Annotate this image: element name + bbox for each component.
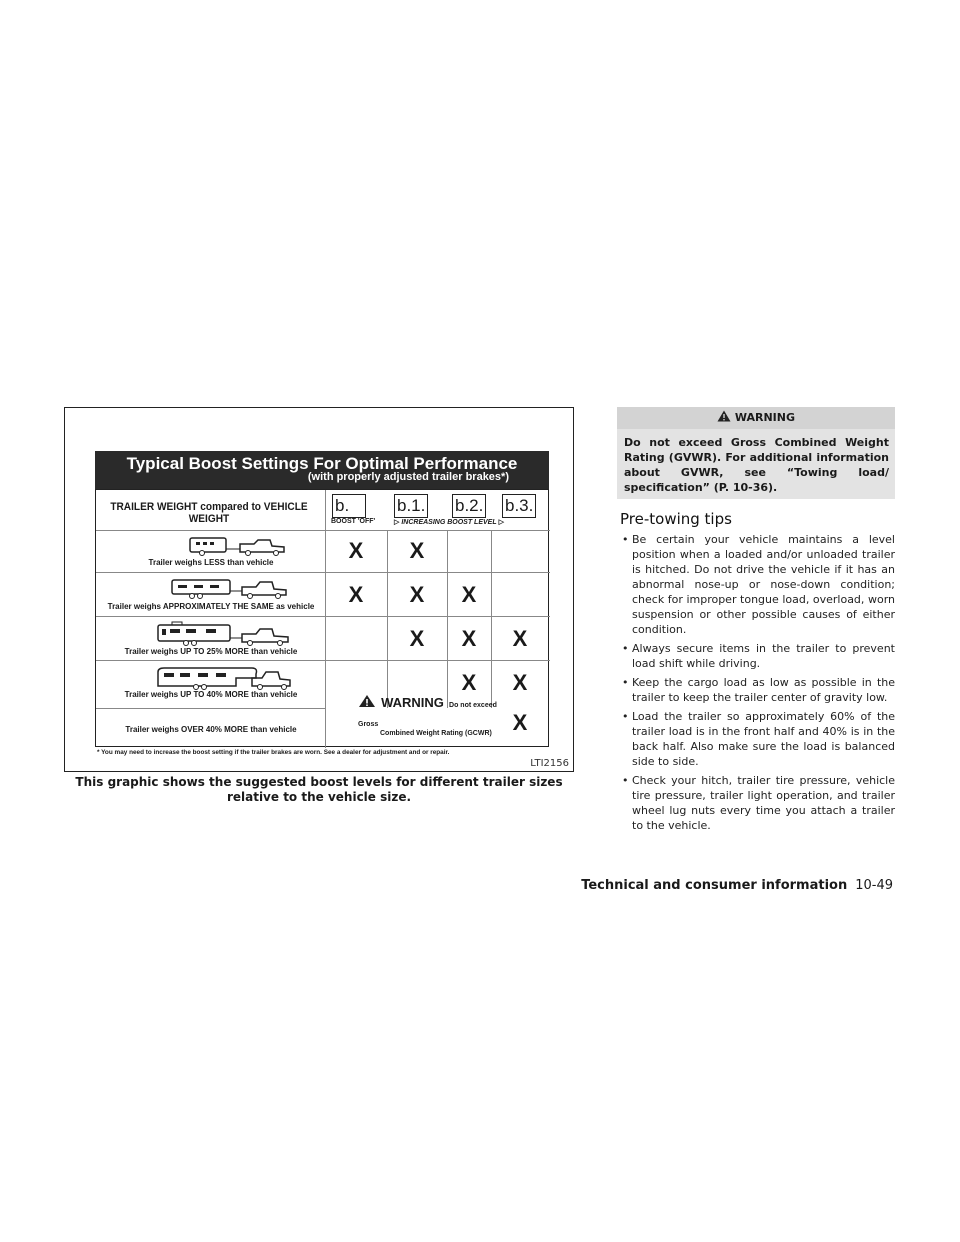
gcwr-warning-text-2: Combined Weight Rating (GCWR) xyxy=(380,730,492,737)
gcwr-warning xyxy=(358,692,518,737)
boost-off-label: BOOST 'OFF' xyxy=(331,518,376,525)
row-label-2: Trailer weighs UP TO 25% MORE than vehicle xyxy=(124,647,298,656)
warning-title: WARNING xyxy=(734,411,795,424)
chart-subtitle: (with properly adjusted trailer brakes*) xyxy=(307,471,509,483)
boost-level-0: b. xyxy=(332,494,366,518)
gcwr-warning-text-1: Do not exceed Gross xyxy=(358,702,497,728)
boost-mark-r2-c2: X xyxy=(461,626,477,651)
page-number: 10-49 xyxy=(855,878,893,893)
fifth-wheel-trailer-icon xyxy=(156,664,296,690)
figure-code: LTI2156 xyxy=(530,758,569,769)
boost-level-1: b.1. xyxy=(394,494,428,518)
list-item: • Always secure items in the trailer to prevent load shift while driving. xyxy=(620,641,895,671)
boost-mark-r3-c3: X xyxy=(512,670,528,695)
warning-triangle-icon xyxy=(358,694,376,708)
gcwr-warning-title: WARNING xyxy=(381,695,444,710)
boost-mark-r1-c2: X xyxy=(461,582,477,607)
boost-mark-r0-c1: X xyxy=(409,538,425,563)
section-title: Pre-towing tips xyxy=(620,510,732,528)
large-trailer-icon xyxy=(156,621,296,647)
chart-footnote: * You may need to increase the boost setting if the trailer brakes are worn. See a dealer for adjustment and or repair. xyxy=(97,749,450,756)
figure-caption: This graphic shows the suggested boost levels for different trailer sizes relative to the vehicle size. xyxy=(75,775,563,804)
chart-header xyxy=(95,451,549,489)
boost-settings-figure xyxy=(64,407,574,772)
list-item: • Check your hitch, trailer tire pressure, vehicle tire pressure, trailer light operation, and trailer wheel lug nuts every time you attach a trailer to the vehicle. xyxy=(620,773,895,833)
list-item: • Be certain your vehicle maintains a level position when a loaded and/or unloaded trailer is hitched. Do not drive the vehicle if it has an abnormal nose-up or nose-down condition; check for improper tongue load, overload, worn suspension or other possible causes of either condition. xyxy=(620,532,895,637)
boost-mark-r1-c1: X xyxy=(409,582,425,607)
footer-section-name: Technical and consumer information xyxy=(581,878,848,893)
boost-mark-r1-c0: X xyxy=(348,582,364,607)
boost-mark-r3-c2: X xyxy=(461,670,477,695)
weight-column-header: TRAILER WEIGHT compared to VEHICLE WEIGHT xyxy=(110,501,308,525)
boost-mark-r2-c3: X xyxy=(512,626,528,651)
boost-mark-r0-c0: X xyxy=(348,538,364,563)
row-label-3: Trailer weighs UP TO 40% MORE than vehicle xyxy=(124,690,298,699)
page-footer xyxy=(581,878,893,893)
chart-title: Typical Boost Settings For Optimal Performance xyxy=(126,454,518,473)
boost-mark-r2-c1: X xyxy=(409,626,425,651)
warning-box xyxy=(617,407,895,499)
warning-text: Do not exceed Gross Combined Weight Rating (GVWR). For additional information about GVWR, see “Towing load/ specification” (P. 10-36). xyxy=(624,436,889,494)
row-label-0: Trailer weighs LESS than vehicle xyxy=(148,558,274,567)
boost-settings-chart xyxy=(95,451,549,763)
row-label-1: Trailer weighs APPROXIMATELY THE SAME as vehicle xyxy=(107,602,315,611)
boost-mark-r4-c3: X xyxy=(512,710,528,735)
medium-trailer-icon xyxy=(170,578,290,600)
warning-triangle-icon xyxy=(717,410,731,422)
list-item: • Load the trailer so approximately 60% of the trailer load is in the front half and 40% is in the back half. Also make sure the load is balanced side to side. xyxy=(620,709,895,769)
increasing-boost-label: ▷ INCREASING BOOST LEVEL ▷ xyxy=(394,519,504,526)
row-label-4: Trailer weighs OVER 40% MORE than vehicle xyxy=(125,725,297,734)
warning-header xyxy=(617,407,895,429)
boost-level-3: b.3. xyxy=(502,494,536,518)
small-trailer-icon xyxy=(188,536,288,556)
pre-towing-tips-list xyxy=(620,532,895,837)
boost-table xyxy=(95,489,549,747)
list-item: • Keep the cargo load as low as possible in the trailer to keep the trailer center of gravity low. xyxy=(620,675,895,705)
boost-level-2: b.2. xyxy=(452,494,486,518)
